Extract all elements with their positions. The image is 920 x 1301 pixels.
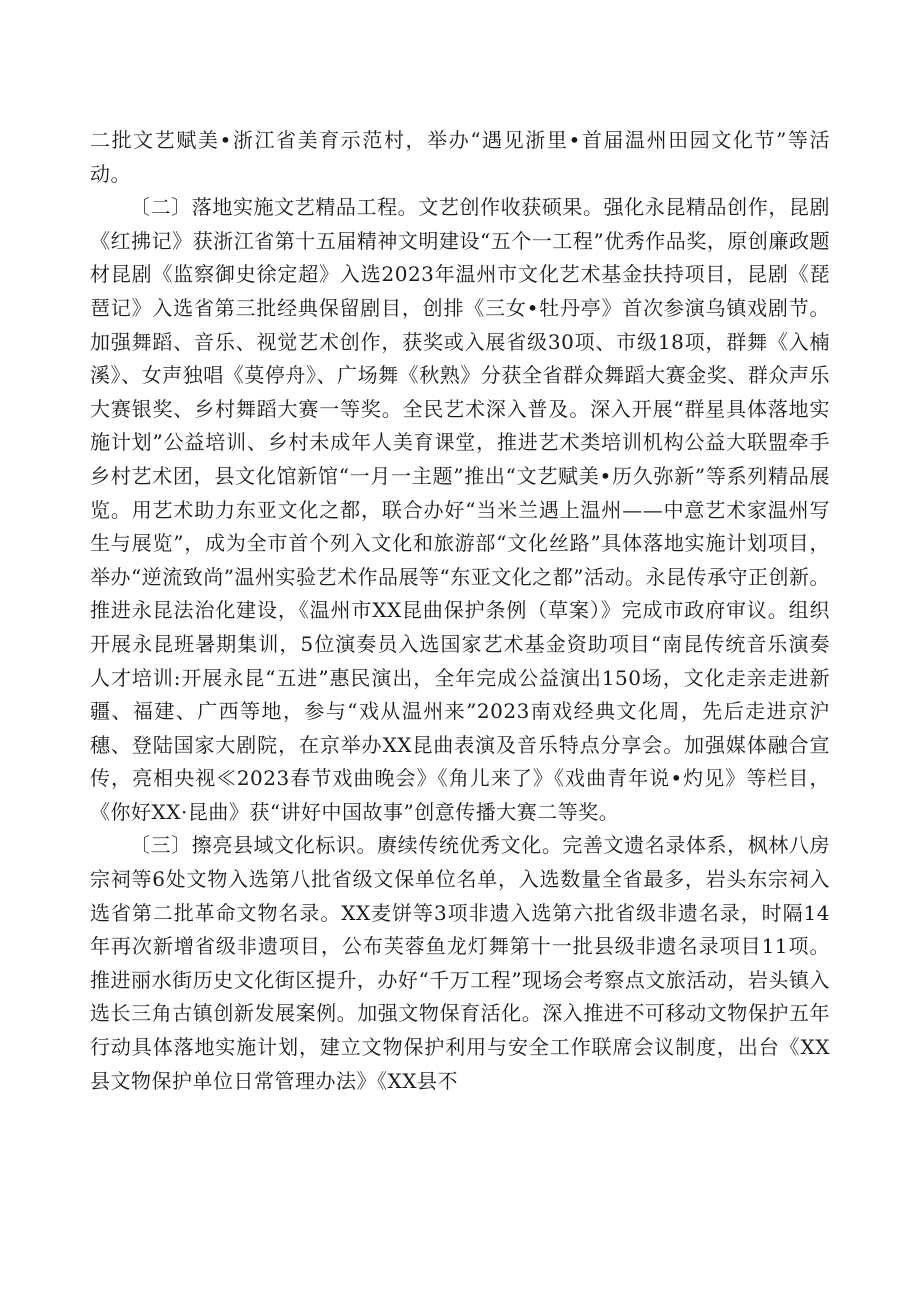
paragraph-section-2: 〔二〕落地实施文艺精品工程。文艺创作收获硕果。强化永昆精品创作，昆剧《红拂记》获浙江省第十五届精神文明建设“五个一工程”优秀作品奖，原创廉政题材昆剧《监察御史徐定超》入选2023年温州市文化艺术基金扶持项目，昆剧《琵琶记》入选省第三批经典保留剧目，创排《三女•牡丹亭》首次参演乌镇戏剧节。加强舞蹈、音乐、视觉艺术创作，获奖或入展省级30项、市级18项，群舞《入楠溪》、女声独唱《莫停舟》、广场舞《秋熟》分获全省群众舞蹈大赛金奖、群众声乐大赛银奖、乡村舞蹈大赛一等奖。全民艺术深入普及。深入开展“群星具体落地实施计划”公益培训、乡村未成年人美育课堂，推进艺术类培训机构公益大联盟牵手乡村艺术团，县文化馆新馆“一月一主题”推出“文艺赋美•历久弥新”等系列精品展览。用艺术助力东亚文化之都，联合办好“当米兰遇上温州——中意艺术家温州写生与展览”，成为全市首个列入文化和旅游部“文化丝路”具体落地实施计划项目，举办“逆流致尚”温州实验艺术作品展等“东亚文化之都”活动。永昆传承守正创新。推进永昆法治化建设，《温州市XX昆曲保护条例（草案）》完成市政府审议。组织开展永昆班暑期集训，5位演奏员入选国家艺术基金资助项目“南昆传统音乐演奏人才培训:开展永昆“五进”惠民演出，全年完成公益演出150场，文化走亲走进新疆、福建、广西等地，参与“戏从温州来”2023南戏经典文化周，先后走进京沪穗、登陆国家大剧院，在京举办XX昆曲表演及音乐特点分享会。加强媒体融合宣传，亮相央视≪2023春节戏曲晚会》《角儿来了》《戏曲青年说•灼见》等栏目，《你好XX·昆曲》获“讲好中国故事”创意传播大赛二等奖。 xyxy=(90,195,830,824)
document-page xyxy=(90,124,830,1098)
paragraph-continuation: 二批文艺赋美•浙江省美育示范村，举办“遇见浙里•首届温州田园文化节”等活动。 xyxy=(90,128,830,186)
paragraph-section-3: 〔三〕擦亮县域文化标识。赓续传统优秀文化。完善文遗名录体系，枫林八房宗祠等6处文物入选第八批省级文保单位名单，入选数量全省最多，岩头东宗祠入选省第二批革命文物名录。XX麦饼等3项非遗入选第六批省级非遗名录，时隔14年再次新增省级非遗项目，公布芙蓉鱼龙灯舞第十一批县级非遗名录项目11项。推进丽水街历史文化街区提升，办好“千万工程”现场会考察点文旅活动，岩头镇入选长三角古镇创新发展案例。加强文物保育活化。深入推进不可移动文物保护五年行动具体落地实施计划，建立文物保护利用与安全工作联席会议制度，出台《XX县文物保护单位日常管理办法》《XX县不 xyxy=(90,833,830,1093)
